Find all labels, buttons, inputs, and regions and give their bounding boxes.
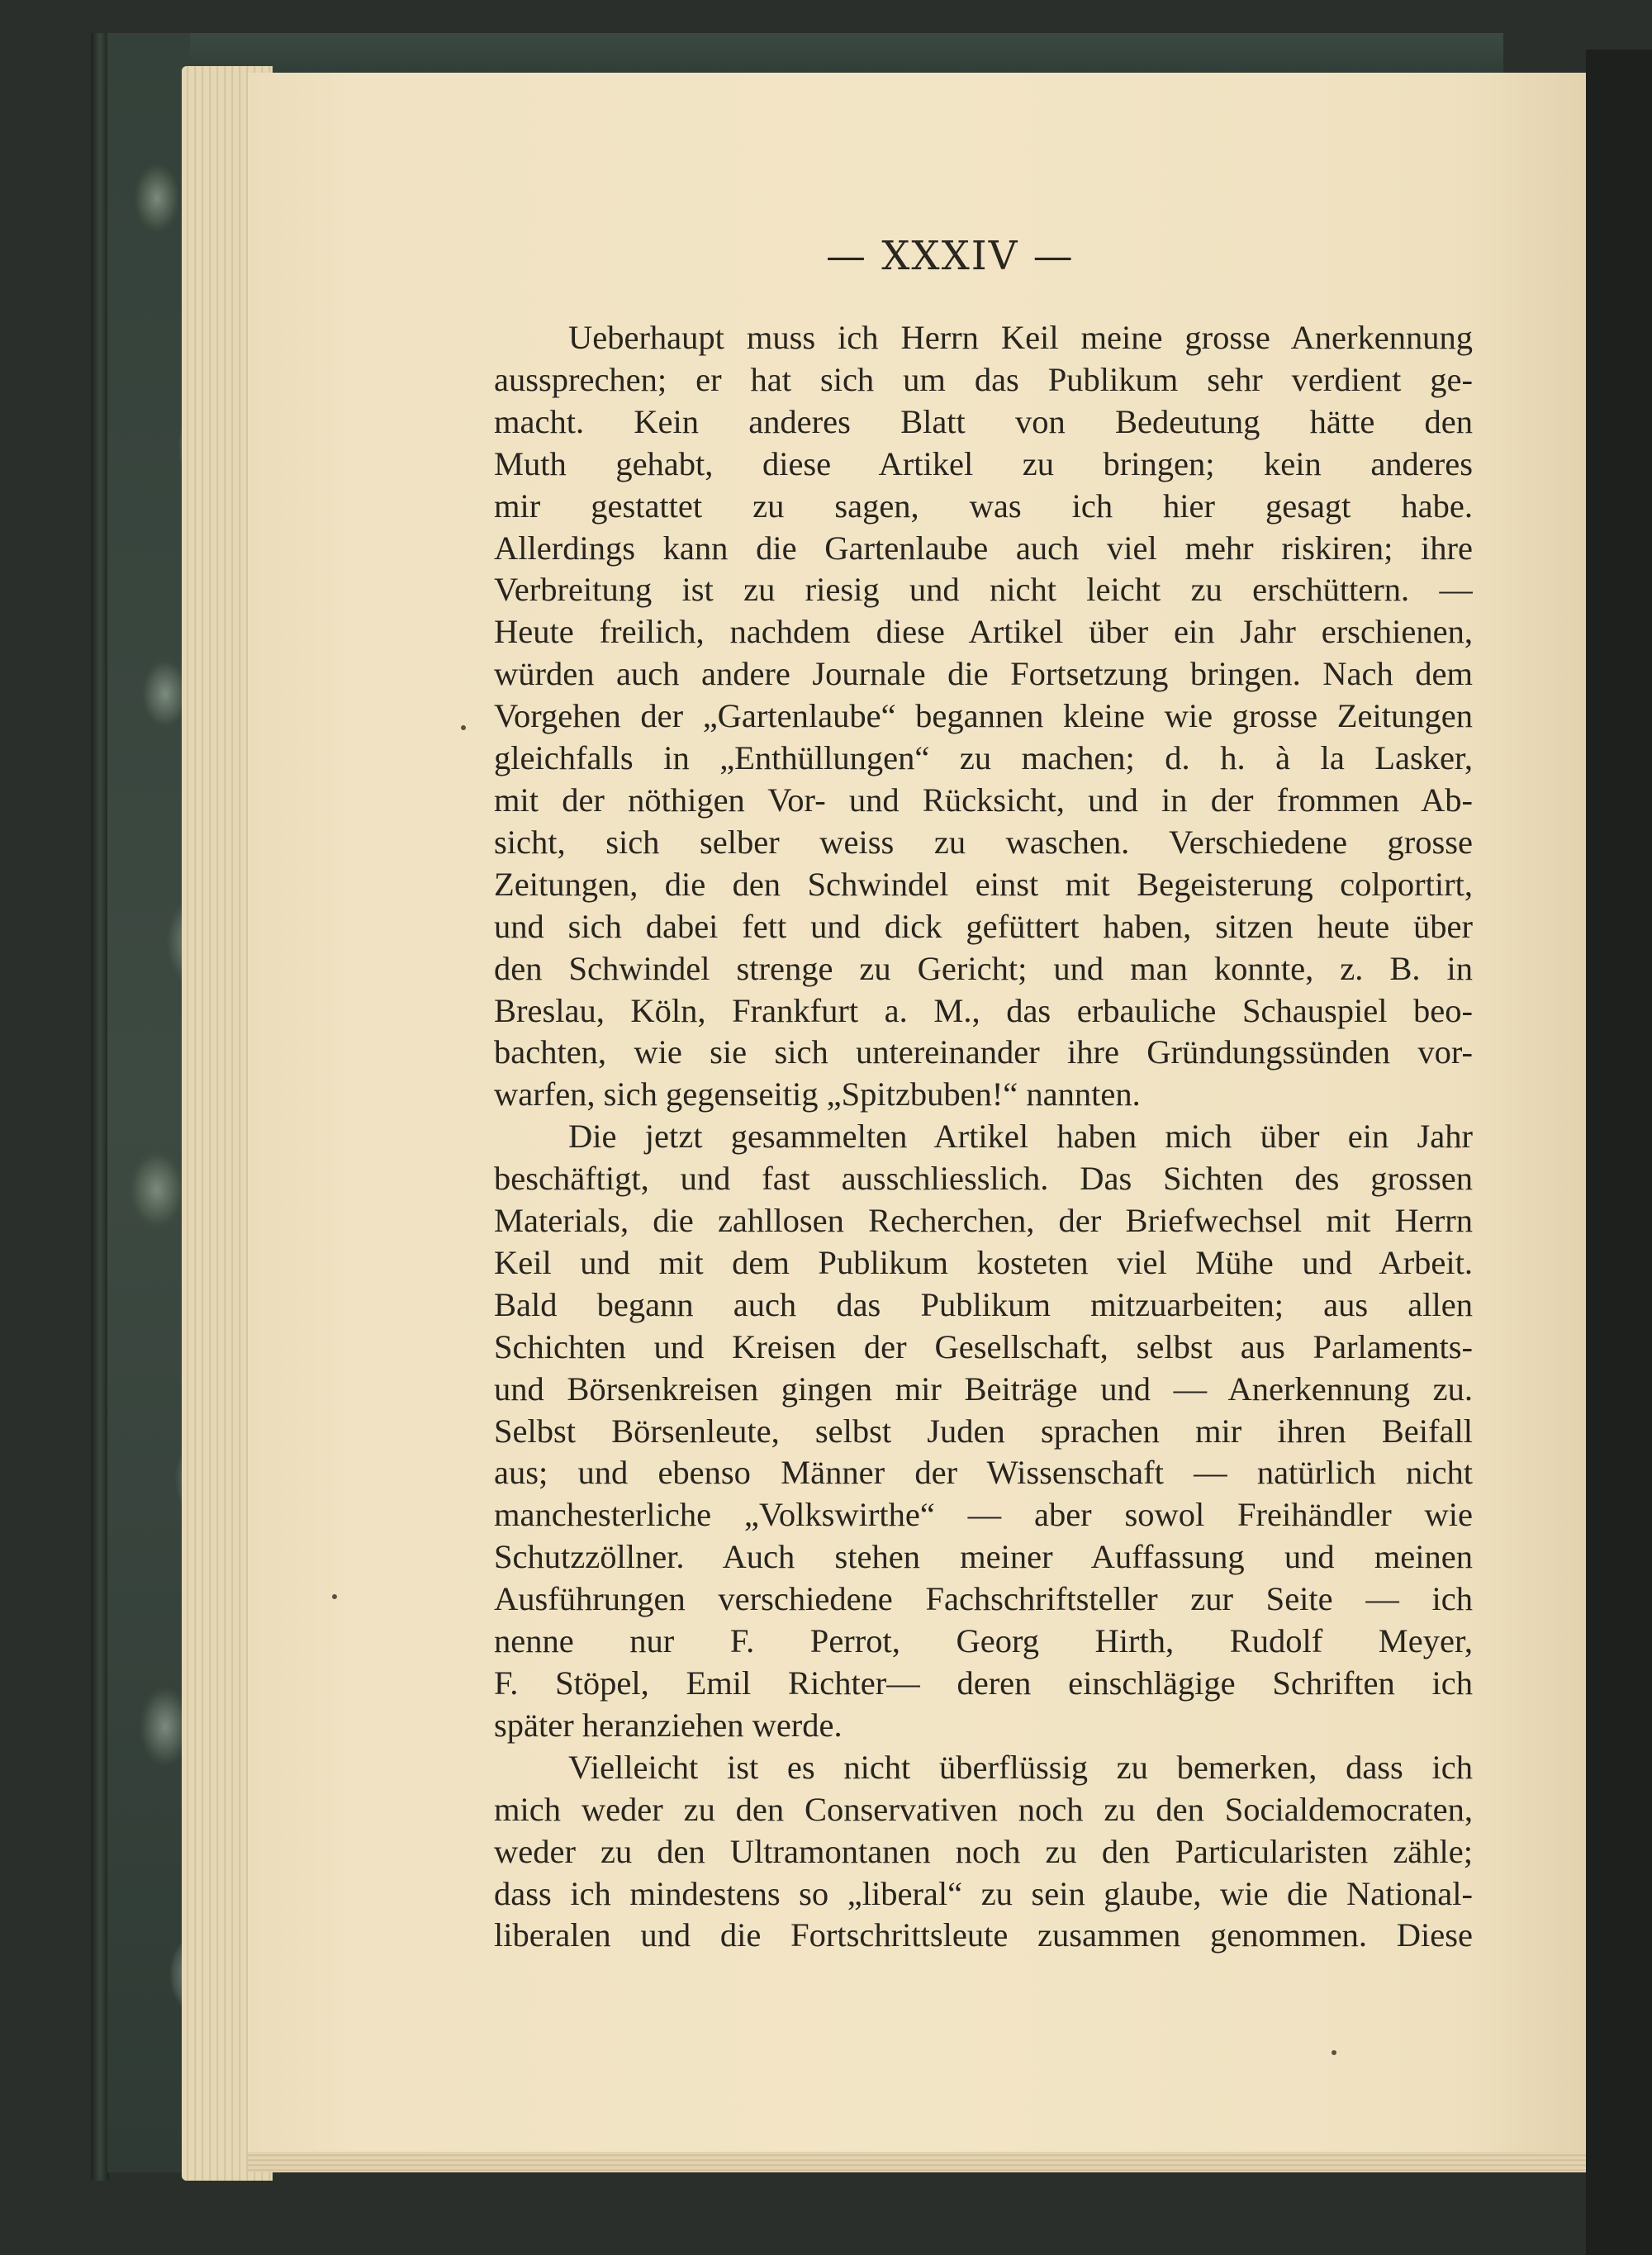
text-line: sicht, sich selber weiss zu waschen. Verschiedene grosse [494, 823, 1473, 861]
text-line: würden auch andere Journale die Fortsetzung bringen. Nach dem [494, 655, 1473, 693]
text-line: Schutzzöllner. Auch stehen meiner Auffassung und meinen [494, 1538, 1473, 1576]
body-text [494, 317, 1473, 1957]
text-line: Schichten und Kreisen der Gesellschaft, selbst aus Parlaments- [494, 1327, 1473, 1365]
text-line: Vorgehen der „Gartenlaube“ begannen kleine wie grosse Zeitungen [494, 697, 1473, 735]
text-line: bachten, wie sie sich untereinander ihre Gründungssünden vor- [494, 1033, 1473, 1071]
text-line: Keil und mit dem Publikum kosteten viel Mühe und Arbeit. [494, 1243, 1473, 1281]
paper-speck [332, 1594, 337, 1599]
text-line: dass ich mindestens so „liberal“ zu sein glaube, wie die National- [494, 1874, 1473, 1912]
paper-speck [461, 725, 466, 730]
text-line: und sich dabei fett und dick gefüttert haben, sitzen heute über [494, 907, 1473, 945]
text-line: liberalen und die Fortschrittsleute zusammen genommen. Diese [494, 1916, 1473, 1954]
text-line: später heranziehen werde. [494, 1706, 843, 1744]
right-background-strip [1586, 50, 1652, 2255]
text-line: gleichfalls in „Enthüllungen“ zu machen; d. h. à la Lasker, [494, 739, 1473, 777]
text-line: Die jetzt gesammelten Artikel haben mich über ein Jahr [568, 1118, 1473, 1156]
page-number: — XXXIV — [826, 233, 1075, 279]
text-line: mir gestattet zu sagen, was ich hier gesagt habe. [494, 487, 1473, 525]
text-line: beschäftigt, und fast ausschliesslich. Das Sichten des grossen [494, 1160, 1473, 1198]
text-line: Breslau, Köln, Frankfurt a. M., das erbauliche Schauspiel beo- [494, 991, 1473, 1029]
text-line: Bald begann auch das Publikum mitzuarbeiten; aus allen [494, 1285, 1473, 1323]
text-line: Verbreitung ist zu riesig und nicht leicht zu erschüttern. — [494, 571, 1473, 609]
page-bottom-edge [248, 2152, 1586, 2172]
book-spine [91, 33, 109, 2181]
text-line: mich weder zu den Conservativen noch zu den Socialdemocraten, [494, 1790, 1473, 1828]
text-line: F. Stöpel, Emil Richter— deren einschlägige Schriften ich [494, 1664, 1473, 1702]
text-line: mit der nöthigen Vor- und Rücksicht, und in der frommen Ab- [494, 781, 1473, 819]
text-line: macht. Kein anderes Blatt von Bedeutung hätte den [494, 402, 1473, 440]
text-line: aus; und ebenso Männer der Wissenschaft — natürlich nicht [494, 1454, 1473, 1492]
text-line: Vielleicht ist es nicht überflüssig zu bemerken, dass ich [568, 1748, 1473, 1786]
text-line: manchesterliche „Volkswirthe“ — aber sowol Freihändler wie [494, 1496, 1473, 1534]
text-line: Muth gehabt, diese Artikel zu bringen; kein anderes [494, 444, 1473, 482]
text-line: aussprechen; er hat sich um das Publikum sehr verdient ge- [494, 360, 1473, 398]
text-line: Selbst Börsenleute, selbst Juden sprachen mir ihren Beifall [494, 1412, 1473, 1450]
text-line: den Schwindel strenge zu Gericht; und man konnte, z. B. in [494, 949, 1473, 987]
text-line: Heute freilich, nachdem diese Artikel über ein Jahr erschienen, [494, 613, 1473, 651]
text-line: Ausführungen verschiedene Fachschriftsteller zur Seite — ich [494, 1580, 1473, 1618]
text-line: Allerdings kann die Gartenlaube auch viel mehr riskiren; ihre [494, 529, 1473, 567]
text-line: nenne nur F. Perrot, Georg Hirth, Rudolf Meyer, [494, 1622, 1473, 1660]
text-line: und Börsenkreisen gingen mir Beiträge und — Anerkennung zu. [494, 1370, 1473, 1408]
text-line: Zeitungen, die den Schwindel einst mit Begeisterung colportirt, [494, 865, 1473, 903]
paper-speck [1332, 2050, 1336, 2055]
text-line: warfen, sich gegenseitig „Spitzbuben!“ nannten. [494, 1075, 1141, 1113]
text-line: weder zu den Ultramontanen noch zu den Particularisten zähle; [494, 1832, 1473, 1870]
text-line: Materials, die zahllosen Recherchen, der Briefwechsel mit Herrn [494, 1202, 1473, 1240]
text-line: Ueberhaupt muss ich Herrn Keil meine grosse Anerkennung [568, 319, 1473, 356]
